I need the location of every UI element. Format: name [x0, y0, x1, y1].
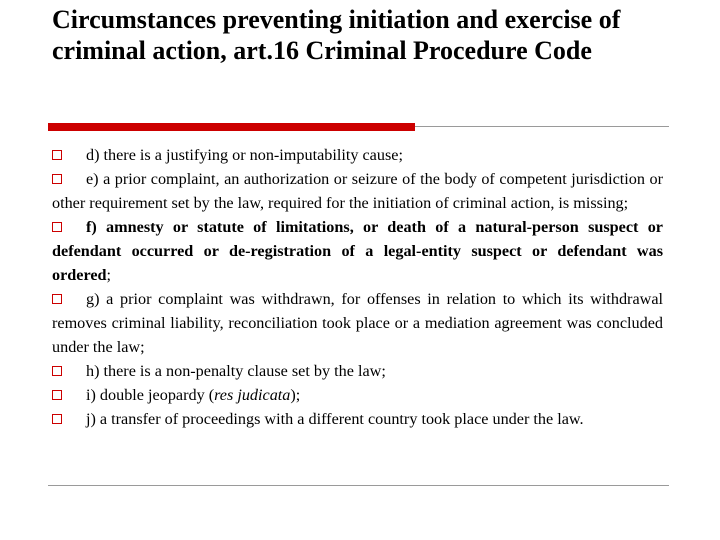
- list-item-f: [52, 215, 663, 287]
- list-item-d: [52, 143, 663, 167]
- square-bullet-icon: [52, 414, 62, 424]
- item-e-text: e) a prior complaint, an authorization or seizure of the body of competent jurisdiction or other requirement set by the law, required for the initiation of criminal action, is missing;: [52, 170, 663, 212]
- item-i-text-after: );: [290, 386, 301, 404]
- item-j-text: j) a transfer of proceedings with a different country took place under the law.: [86, 410, 584, 428]
- bottom-divider: [48, 485, 669, 486]
- item-i-italic-text: res judicata: [214, 386, 291, 404]
- square-bullet-icon: [52, 150, 62, 160]
- list-item-j: [52, 407, 663, 431]
- square-bullet-icon: [52, 390, 62, 400]
- list-item-e: [52, 167, 663, 215]
- list-item-h: [52, 359, 663, 383]
- square-bullet-icon: [52, 366, 62, 376]
- title-divider: [48, 123, 669, 133]
- square-bullet-icon: [52, 294, 62, 304]
- bullet-list: [52, 143, 663, 431]
- list-item-i: [52, 383, 663, 407]
- slide-title: Circumstances preventing initiation and exercise of criminal action, art.16 Criminal Procedure Code: [52, 5, 621, 65]
- item-f-bold-text: f) amnesty or statute of limitations, or death of a natural-person suspect or defendant occurred or de-registration of a legal-entity suspect or defendant was ordered: [52, 218, 663, 284]
- item-h-text: h) there is a non-penalty clause set by the law;: [86, 362, 386, 380]
- divider-accent-bar: [48, 123, 415, 131]
- list-item-g: [52, 287, 663, 359]
- square-bullet-icon: [52, 174, 62, 184]
- square-bullet-icon: [52, 222, 62, 232]
- item-i-text-before: i) double jeopardy (: [86, 386, 215, 404]
- item-f-text: ;: [106, 266, 112, 284]
- item-d-text: d) there is a justifying or non-imputability cause;: [86, 146, 403, 164]
- item-g-text: g) a prior complaint was withdrawn, for offenses in relation to which its withdrawal removes criminal liability, reconciliation took place or a mediation agreement was concluded under the law;: [52, 290, 663, 356]
